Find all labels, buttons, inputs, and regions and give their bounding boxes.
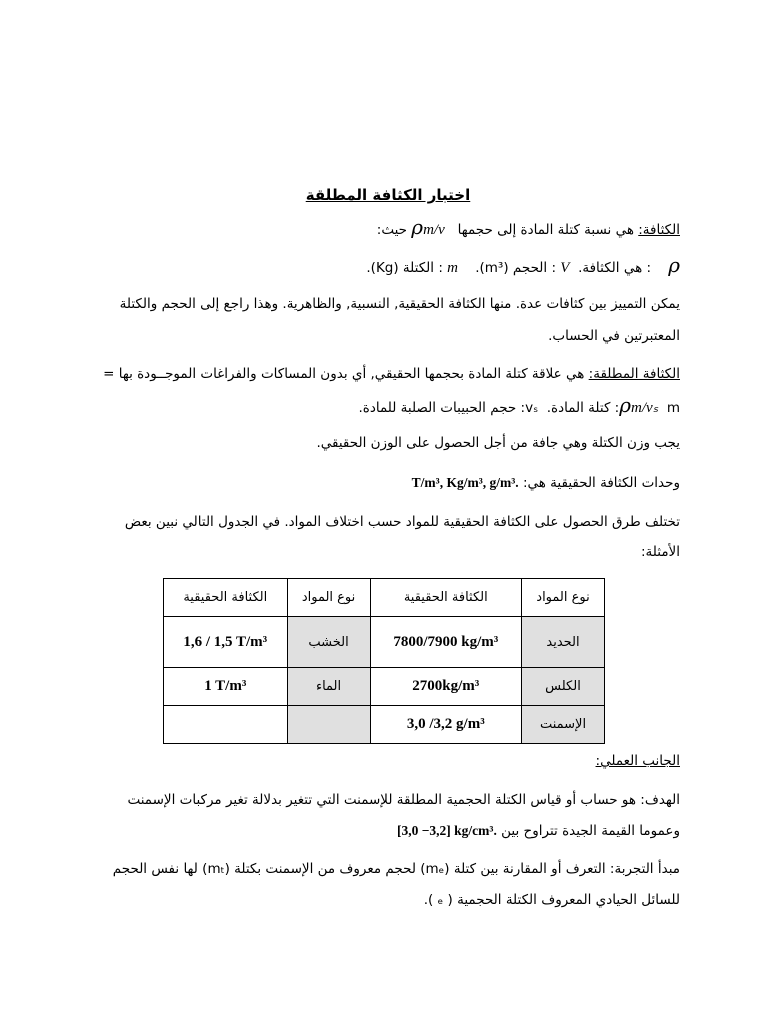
table-row [164, 668, 605, 706]
density-table [163, 578, 605, 744]
absolute-formula: m/vₛ [630, 400, 659, 416]
vs-description: vₛ: حجم الحبيبات الصلبة للمادة. [358, 400, 539, 416]
material-cell [287, 706, 370, 744]
units-line [96, 474, 680, 492]
units-text: وحدات الكثافة الحقيقية هي: [522, 475, 680, 491]
table-row [164, 706, 605, 744]
page-title: اختبار الكثافة المطلقة [305, 186, 471, 204]
symbols-line [96, 253, 680, 277]
rho-symbol: ρ [411, 215, 424, 239]
rho-symbol: ρ [668, 253, 680, 277]
material-cell: الخشب [287, 617, 370, 668]
absolute-density-formula-line [96, 393, 680, 417]
v-description: : الحجم (m³). [475, 260, 556, 276]
material-cell: الكلس [522, 668, 605, 706]
density-formula: m/v [423, 222, 445, 238]
density-term: الكثافة: [638, 222, 680, 238]
weigh-note: يجب وزن الكتلة وهي جافة من أجل الحصول على الوزن الحقيقي. [316, 435, 680, 451]
units-values: T/m³, Kg/m³, g/m³. [411, 475, 519, 490]
practical-heading-text: الجانب العملي: [595, 753, 680, 769]
absolute-density-text: هي علاقة كتلة المادة بحجمها الحقيقي, أي بدون المساكات والفراغات الموجــودة بها = [103, 366, 585, 382]
density-text: هي نسبة كتلة المادة إلى حجمها [457, 222, 634, 238]
table-row [164, 617, 605, 668]
material-cell: الإسمنت [522, 706, 605, 744]
m-description: : الكتلة (Kg). [366, 260, 443, 276]
density-cell: 2700kg/m³ [370, 668, 521, 706]
table-header-row [164, 579, 605, 617]
density-definition [96, 215, 680, 239]
practical-heading [96, 752, 680, 770]
rho-description: : هي الكثافة. [578, 260, 652, 276]
absolute-density-term: الكثافة المطلقة: [588, 366, 680, 382]
rho-symbol: ρ [619, 393, 631, 417]
table-header: الكثافة الحقيقية [164, 579, 288, 617]
principle-line2: للسائل الحيادي المعروف الكتلة الحجمية ( ₑ ). [423, 892, 680, 908]
goal-line1: الهدف: هو حساب أو قياس الكتلة الحجمية المطلقة للإسمنت التي تتغير بدلالة تغير مركبات الإسمنت [127, 792, 680, 808]
methods-paragraph-line1: تختلف طرق الحصول على الكثافة الحقيقية للمواد حسب اختلاف المواد. في الجدول التالي نبين بعض [124, 514, 680, 530]
goal-range-value: [3,0 −3,2] kg/cm³. [396, 823, 497, 838]
material-cell: الحديد [522, 617, 605, 668]
types-paragraph-line1: يمكن التمييز بين كثافات عدة. منها الكثافة الحقيقية, النسبية, والظاهرية. وهذا راجع إلى الحجم والكتلة [119, 296, 680, 312]
density-cell: 7800/7900 kg/m³ [370, 617, 521, 668]
table-header: الكثافة الحقيقية [370, 579, 521, 617]
table-header: نوع المواد [287, 579, 370, 617]
density-cell: 3,0 /3,2 g/m³ [370, 706, 521, 744]
principle-line1: مبدأ التجربة: التعرف أو المقارنة بين كتلة (mₑ) لحجم معروف من الإسمنت بكتلة (mₜ) لها نفس الحجم [112, 861, 680, 877]
m-symbol: m [447, 260, 459, 276]
v-symbol: V [560, 260, 570, 276]
goal-line2 [96, 822, 680, 840]
density-cell: 1,6 / 1,5 T/m³ [164, 617, 288, 668]
absolute-density-definition [96, 365, 680, 383]
document-page [96, 0, 680, 1024]
density-cell [164, 706, 288, 744]
material-cell: الماء [287, 668, 370, 706]
density-cell: 1 T/m³ [164, 668, 288, 706]
table-header: نوع المواد [522, 579, 605, 617]
types-paragraph-line2: المعتبرتين في الحساب. [548, 328, 680, 344]
goal-range-text: وعموما القيمة الجيدة تتراوح بين [501, 823, 680, 839]
methods-paragraph-line2: الأمثلة: [640, 544, 680, 560]
where-label: حيث: [376, 222, 407, 238]
m-mass-description: m: كتلة المادة. [546, 400, 680, 416]
